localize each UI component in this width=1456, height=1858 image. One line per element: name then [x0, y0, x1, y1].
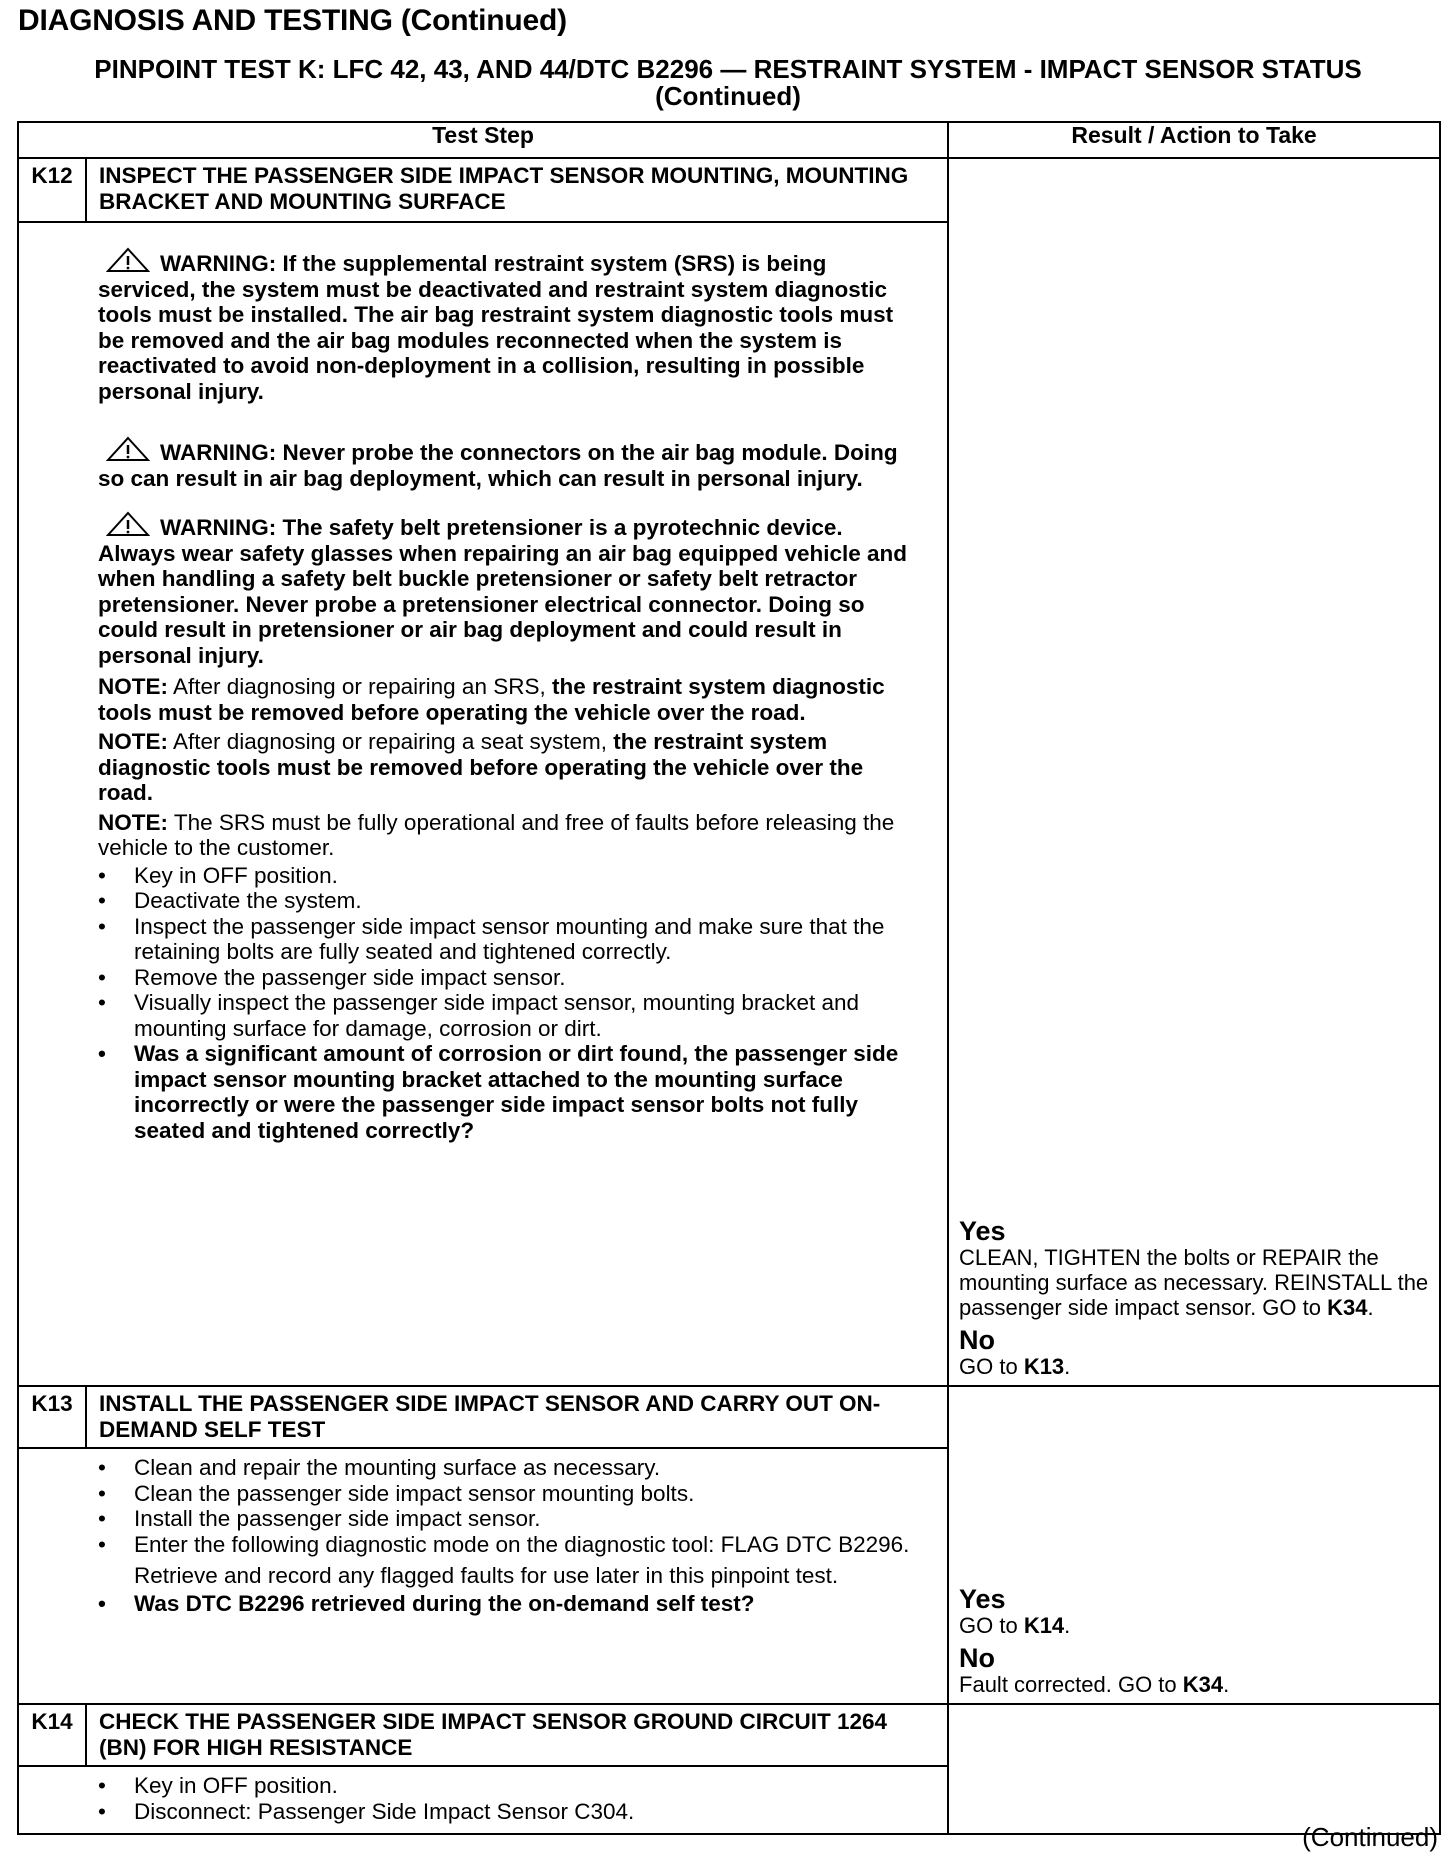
step-title-k14: CHECK THE PASSENGER SIDE IMPACT SENSOR GROUND CIRCUIT 1264 (BN) FOR HIGH RESISTANCE	[86, 1704, 948, 1766]
step-subparagraph-k13: Retrieve and record any flagged faults for use later in this pinpoint test.	[134, 1563, 839, 1588]
continued-footer: (Continued)	[1302, 1822, 1438, 1852]
pinpoint-test-heading	[16, 56, 1440, 110]
result-cell-k12	[948, 158, 1440, 1386]
step-id-k12: K12	[18, 158, 86, 222]
step-id-spacer	[18, 222, 86, 1386]
step-body-k13	[86, 1448, 948, 1704]
list-item: • Install the passenger side impact sensor.	[98, 1506, 917, 1532]
page-title: DIAGNOSIS AND TESTING (Continued)	[18, 4, 567, 37]
result-yes-action: CLEAN, TIGHTEN the bolts or REPAIR the mounting surface as necessary. REINSTALL the passenger side impact sensor. GO to K34.	[959, 1245, 1429, 1320]
step-question-k12: • Was a significant amount of corrosion or dirt found, the passenger side impact sensor mounting bracket attached to the mounting surface incorrectly or were the passenger side impact sensor bolts not fully seated and tightened correctly?	[98, 1041, 917, 1143]
warning-triangle-icon	[106, 511, 150, 537]
table-header-row	[18, 122, 1440, 158]
warning-triangle-icon	[106, 247, 150, 273]
step-k14-title-row	[18, 1704, 1440, 1766]
header-test-step: Test Step	[18, 122, 948, 158]
list-item: • Visually inspect the passenger side impact sensor, mounting bracket and mounting surface for damage, corrosion or dirt.	[98, 990, 917, 1041]
result-no-label: No	[959, 1643, 996, 1673]
pinpoint-heading-line1: PINPOINT TEST K: LFC 42, 43, AND 44/DTC B2296 — RESTRAINT SYSTEM - IMPACT SENSOR STATUS	[94, 54, 1362, 84]
step-title-k13: INSTALL THE PASSENGER SIDE IMPACT SENSOR AND CARRY OUT ON-DEMAND SELF TEST	[86, 1386, 948, 1448]
list-item: • Clean and repair the mounting surface as necessary.	[98, 1455, 917, 1481]
result-yes-label: Yes	[959, 1216, 1006, 1246]
result-yes-action: GO to K14.	[959, 1613, 1071, 1638]
warning-triangle-icon	[106, 436, 150, 462]
warning-pretensioner: WARNING: The safety belt pretensioner is a pyrotechnic device. Always wear safety glasses when repairing an air bag equipped vehicle and when handling a safety belt buckle pretensioner or safety belt retractor pretensioner. Never probe a pretensioner electrical connector. Doing so could result in pretensioner or air bag deployment and could result in personal injury.	[98, 511, 917, 668]
list-item: • Deactivate the system.	[98, 888, 917, 914]
step-question-list-k13	[98, 1591, 917, 1617]
result-no-label: No	[959, 1325, 996, 1355]
list-item: • Key in OFF position.	[98, 1773, 917, 1799]
note-srs-operational: NOTE: The SRS must be fully operational and free of faults before releasing the vehicle to the customer.	[98, 809, 895, 860]
step-body-k12	[86, 222, 948, 1386]
warning-srs-service: WARNING: If the supplemental restraint system (SRS) is being serviced, the system must be deactivated and restraint system diagnostic tools must be installed. The air bag restraint system diagnostic tools must be removed and the air bag modules reconnected when the system is reactivated to avoid non-deployment in a collision, resulting in possible personal injury.	[98, 247, 917, 404]
step-title-k12: INSPECT THE PASSENGER SIDE IMPACT SENSOR MOUNTING, MOUNTING BRACKET AND MOUNTING SURFACE	[86, 158, 948, 222]
step-question-k13: • Was DTC B2296 retrieved during the on-demand self test?	[98, 1591, 917, 1617]
pinpoint-heading-line2: (Continued)	[655, 81, 801, 111]
result-cell-k14	[948, 1704, 1440, 1834]
list-item: • Remove the passenger side impact sensor.	[98, 965, 917, 991]
step-list-k13	[98, 1455, 917, 1557]
result-no-action: Fault corrected. GO to K34.	[959, 1672, 1230, 1697]
list-item: • Key in OFF position.	[98, 863, 917, 889]
result-cell-k13	[948, 1386, 1440, 1704]
list-item: • Clean the passenger side impact sensor mounting bolts.	[98, 1481, 917, 1507]
list-item: • Enter the following diagnostic mode on the diagnostic tool: FLAG DTC B2296.	[98, 1532, 917, 1558]
list-item: • Inspect the passenger side impact sensor mounting and make sure that the retaining bolts are fully seated and tightened correctly.	[98, 914, 917, 965]
step-id-spacer	[18, 1448, 86, 1704]
header-result-action: Result / Action to Take	[948, 122, 1440, 158]
step-k13-title-row	[18, 1386, 1440, 1448]
pinpoint-test-table	[17, 121, 1441, 1835]
note-srs-tools: NOTE: After diagnosing or repairing an SRS, the restraint system diagnostic tools must be removed before operating the vehicle over the road.	[98, 674, 885, 725]
list-item: • Disconnect: Passenger Side Impact Sensor C304.	[98, 1799, 917, 1825]
result-yes-label: Yes	[959, 1584, 1006, 1614]
result-no-action: GO to K13.	[959, 1354, 1071, 1379]
step-k12-title-row	[18, 158, 1440, 222]
step-id-spacer	[18, 1766, 86, 1834]
warning-probe-connectors: WARNING: Never probe the connectors on the air bag module. Doing so can result in air bag deployment, which can result in personal injury.	[98, 436, 917, 491]
step-id-k13: K13	[18, 1386, 86, 1448]
step-id-k14: K14	[18, 1704, 86, 1766]
note-seat-system: NOTE: After diagnosing or repairing a seat system, the restraint system diagnostic tools must be removed before operating the vehicle over the road.	[98, 729, 864, 805]
step-list-k14	[98, 1773, 917, 1824]
step-list-k12	[98, 863, 917, 1144]
step-body-k14	[86, 1766, 948, 1834]
